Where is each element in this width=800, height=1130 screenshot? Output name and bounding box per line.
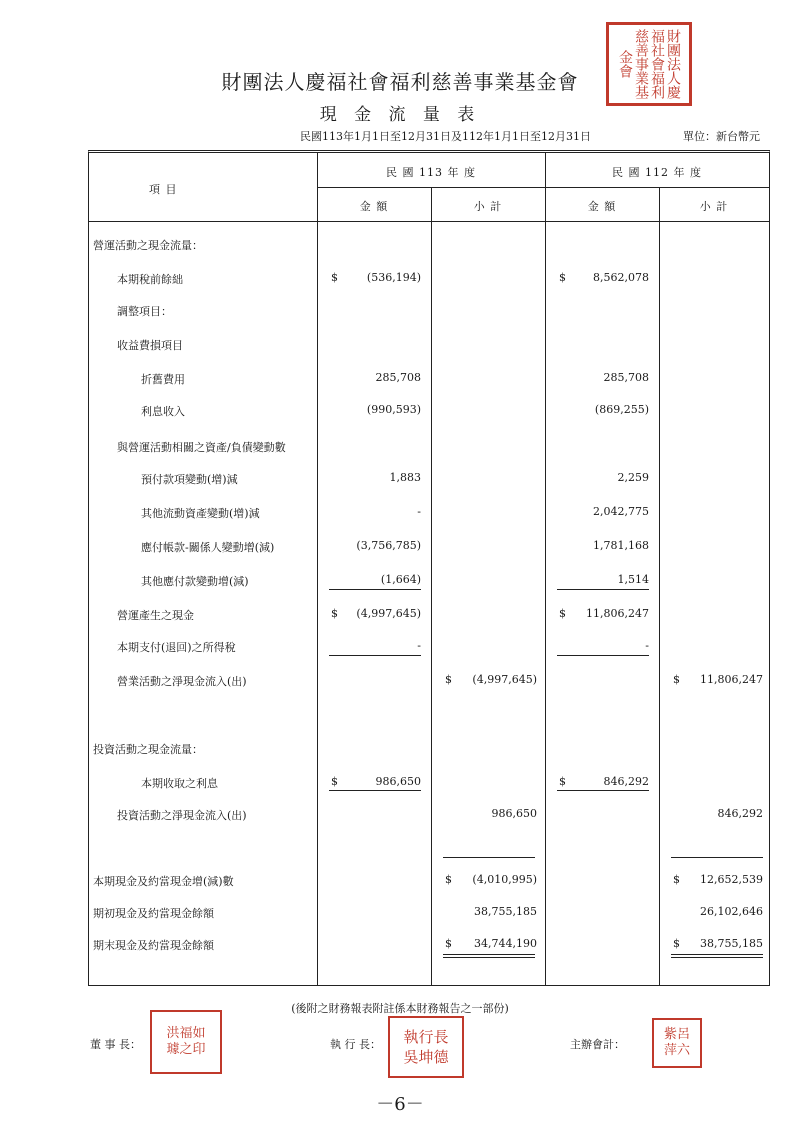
amount-value: 11,806,247 bbox=[586, 607, 649, 620]
table-row bbox=[89, 271, 769, 291]
table-row bbox=[89, 607, 769, 627]
amount-value: 2,042,775 bbox=[593, 505, 649, 518]
row-label: 與營運活動相關之資產/負債變動數 bbox=[117, 441, 286, 454]
report-title: 財團法人慶福社會福利慈善事業基金會 bbox=[221, 70, 579, 94]
amount-value: (536,194) bbox=[366, 271, 421, 284]
ceo-label: 執 行 長： bbox=[330, 1038, 381, 1051]
amount-value: (4,997,645) bbox=[356, 607, 421, 620]
row-label: 營運產生之現金 bbox=[117, 609, 194, 622]
table-row bbox=[89, 673, 769, 693]
amount-value: (869,255) bbox=[594, 403, 649, 416]
row-label: 其他應付款變動增(減) bbox=[141, 575, 249, 588]
row-label: 利息收入 bbox=[141, 405, 185, 418]
row-label: 投資活動之淨現金流入(出) bbox=[117, 809, 247, 822]
row-label: 期初現金及約當現金餘額 bbox=[93, 907, 214, 920]
amount-value: - bbox=[645, 639, 649, 652]
amount-value: 1,781,168 bbox=[593, 539, 649, 552]
table-row bbox=[89, 303, 769, 323]
amount-value: (4,010,995) bbox=[472, 873, 537, 886]
amount-value: 986,650 bbox=[491, 807, 537, 820]
table-row bbox=[89, 807, 769, 827]
amount-value: 8,562,078 bbox=[593, 271, 649, 284]
currency-symbol: $ bbox=[673, 937, 680, 950]
row-label: 預付款項變動(增)減 bbox=[141, 473, 238, 486]
cash-flow-table bbox=[88, 150, 770, 986]
table-row bbox=[89, 741, 769, 761]
table-row bbox=[89, 873, 769, 893]
table-row bbox=[89, 539, 769, 559]
table-row bbox=[89, 905, 769, 925]
table-row bbox=[89, 775, 769, 795]
amount-value: (1,664) bbox=[380, 573, 421, 586]
amount-value: 38,755,185 bbox=[474, 905, 537, 918]
currency-unit: 單位：新台幣元 bbox=[683, 130, 760, 143]
table-row bbox=[89, 371, 769, 391]
subtotal-header-112: 小 計 bbox=[699, 200, 729, 213]
amount-value: 285,708 bbox=[603, 371, 649, 384]
amount-value: 2,259 bbox=[617, 471, 649, 484]
currency-symbol: $ bbox=[445, 673, 452, 686]
currency-symbol: $ bbox=[445, 937, 452, 950]
row-label: 應付帳款-關係人變動增(減) bbox=[141, 541, 275, 554]
currency-symbol: $ bbox=[559, 607, 566, 620]
amount-value: 846,292 bbox=[717, 807, 763, 820]
year-112-header: 民 國 112 年 度 bbox=[612, 166, 702, 179]
currency-symbol: $ bbox=[445, 873, 452, 886]
footnote: (後附之財務報表附註係本財務報告之一部份) bbox=[291, 1002, 509, 1015]
table-row bbox=[89, 439, 769, 459]
row-label: 折舊費用 bbox=[141, 373, 185, 386]
table-row bbox=[89, 937, 769, 957]
year-113-header: 民 國 113 年 度 bbox=[386, 166, 476, 179]
currency-symbol: $ bbox=[331, 271, 338, 284]
accountant-label: 主辦會計： bbox=[570, 1038, 625, 1051]
amount-value: (990,593) bbox=[366, 403, 421, 416]
amount-value: 26,102,646 bbox=[700, 905, 763, 918]
row-label: 投資活動之現金流量： bbox=[93, 743, 203, 756]
row-label: 本期收取之利息 bbox=[141, 777, 218, 790]
amount-value: 1,883 bbox=[389, 471, 421, 484]
foundation-seal-text: 財團法人慶福社會福利慈善事業基金會 bbox=[617, 29, 681, 99]
amount-value: 34,744,190 bbox=[474, 937, 537, 950]
table-row bbox=[89, 337, 769, 357]
foundation-seal-stamp bbox=[606, 22, 692, 106]
chairman-label: 董 事 長： bbox=[90, 1038, 141, 1051]
amount-value: - bbox=[417, 505, 421, 518]
table-row bbox=[89, 573, 769, 593]
table-row bbox=[89, 471, 769, 491]
row-label: 本期現金及約當現金增(減)數 bbox=[93, 875, 234, 888]
row-label: 營業活動之淨現金流入(出) bbox=[117, 675, 247, 688]
row-label: 調整項目： bbox=[117, 305, 172, 318]
row-label: 其他流動資產變動(增)減 bbox=[141, 507, 260, 520]
accountant-seal-stamp: 紫呂 萍六 bbox=[652, 1018, 702, 1068]
currency-symbol: $ bbox=[559, 775, 566, 788]
table-row bbox=[89, 639, 769, 659]
currency-symbol: $ bbox=[559, 271, 566, 284]
amount-value: (3,756,785) bbox=[356, 539, 421, 552]
amount-value: 1,514 bbox=[617, 573, 649, 586]
page-number: －6－ bbox=[376, 1094, 424, 1115]
amount-header-112: 金 額 bbox=[587, 200, 617, 213]
amount-value: (4,997,645) bbox=[472, 673, 537, 686]
currency-symbol: $ bbox=[331, 775, 338, 788]
row-label: 營運活動之現金流量： bbox=[93, 239, 203, 252]
item-column-header: 項 目 bbox=[149, 183, 178, 196]
row-label: 本期稅前餘絀 bbox=[117, 273, 183, 286]
amount-value: - bbox=[417, 639, 421, 652]
currency-symbol: $ bbox=[673, 873, 680, 886]
ceo-seal-stamp: 執行長 吳坤德 bbox=[388, 1016, 464, 1078]
table-row bbox=[89, 237, 769, 257]
row-label: 收益費損項目 bbox=[117, 339, 183, 352]
currency-symbol: $ bbox=[673, 673, 680, 686]
table-row bbox=[89, 403, 769, 423]
amount-value: 12,652,539 bbox=[700, 873, 763, 886]
table-row bbox=[89, 505, 769, 525]
row-label: 本期支付(退回)之所得稅 bbox=[117, 641, 236, 654]
amount-header-113: 金 額 bbox=[359, 200, 389, 213]
row-label: 期末現金及約當現金餘額 bbox=[93, 939, 214, 952]
subtotal-header-113: 小 計 bbox=[473, 200, 503, 213]
currency-symbol: $ bbox=[331, 607, 338, 620]
amount-value: 11,806,247 bbox=[700, 673, 763, 686]
amount-value: 38,755,185 bbox=[700, 937, 763, 950]
amount-value: 285,708 bbox=[375, 371, 421, 384]
amount-value: 846,292 bbox=[603, 775, 649, 788]
report-period: 民國113年1月1日至12月31日及112年1月1日至12月31日 bbox=[300, 130, 591, 143]
chairman-seal-stamp: 洪福如 璩之印 bbox=[150, 1010, 222, 1074]
amount-value: 986,650 bbox=[375, 775, 421, 788]
report-subtitle: 現 金 流 量 表 bbox=[319, 105, 481, 125]
